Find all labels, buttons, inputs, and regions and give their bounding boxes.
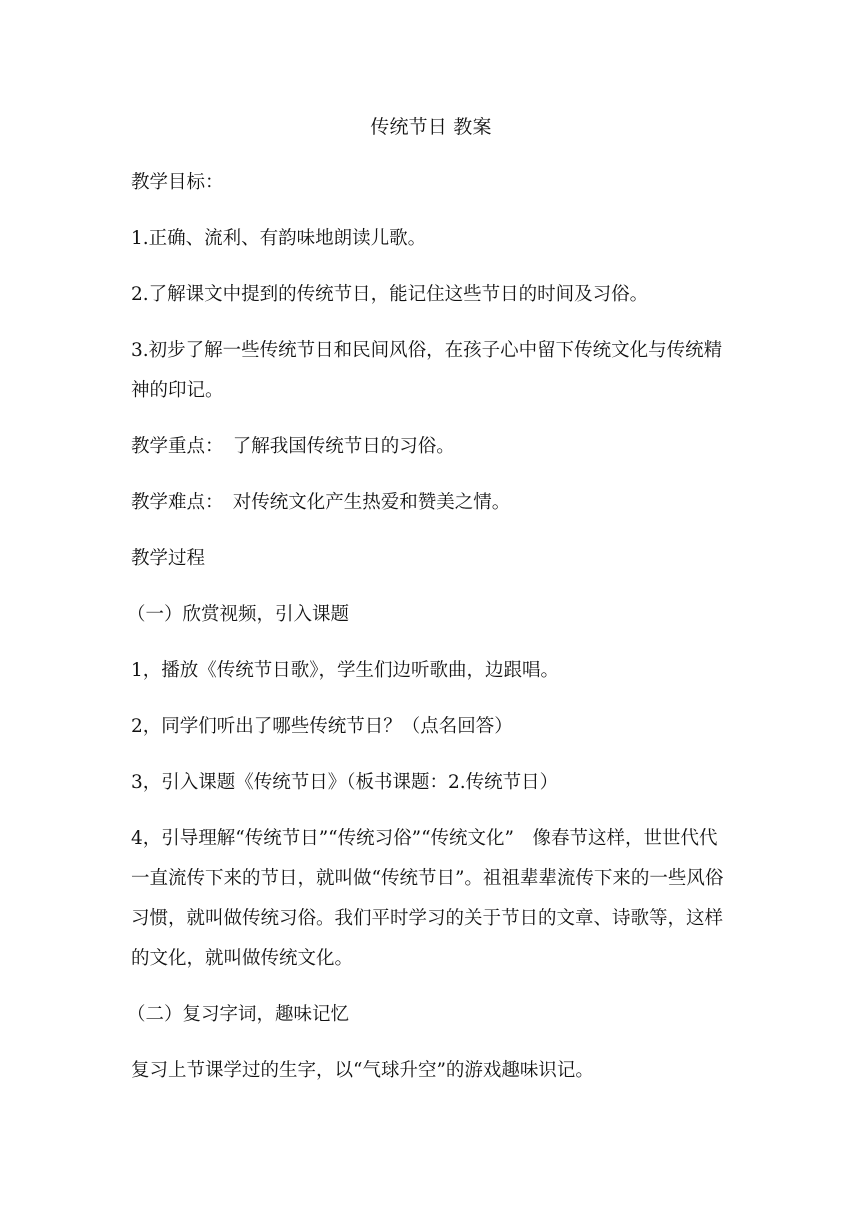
document-title: 传统节日 教案 — [370, 116, 492, 138]
paragraph-step-1: 1，播放《传统节日歌》，学生们边听歌曲，边跟唱。 — [131, 660, 560, 681]
document-body — [127, 112, 731, 1112]
paragraph-difficult-points: 教学难点： 对传统文化产生热爱和赞美之情。 — [131, 492, 511, 513]
paragraph-teaching-objectives-heading: 教学目标： — [131, 172, 224, 193]
paragraph-section-1-heading: （一）欣赏视频，引入课题 — [127, 604, 350, 625]
paragraph-step-2: 2，同学们听出了哪些传统节日？（点名回答） — [131, 716, 513, 737]
paragraph-objective-3: 3.初步了解一些传统节日和民间风俗，在孩子心中留下传统文化与传统精神的印记。 — [131, 340, 723, 401]
paragraph-teaching-process-heading: 教学过程 — [131, 548, 206, 569]
paragraph-objective-2: 2.了解课文中提到的传统节日，能记住这些节日的时间及习俗。 — [131, 284, 649, 305]
paragraph-review-activity: 复习上节课学过的生字，以“气球升空”的游戏趣味识记。 — [131, 1060, 594, 1081]
paragraph-section-2-heading: （二）复习字词，趣味记忆 — [127, 1004, 350, 1025]
paragraph-step-3: 3，引入课题《传统节日》（板书课题：2.传统节日） — [131, 772, 559, 793]
paragraph-step-4: 4，引导理解“传统节日”“传统习俗”“传统文化” 像春节这样，世世代代一直流传下来的节日，就叫做“传统节日”。祖祖辈辈流传下来的一些风俗习惯，就叫做传统习俗。我们平时学习的关于节日的文章、诗歌等，这样的文化，就叫做传统文化。 — [131, 828, 724, 969]
paragraph-key-points: 教学重点： 了解我国传统节日的习俗。 — [131, 436, 455, 457]
paragraph-objective-1: 1.正确、流利、有韵味地朗读儿歌。 — [131, 228, 427, 249]
